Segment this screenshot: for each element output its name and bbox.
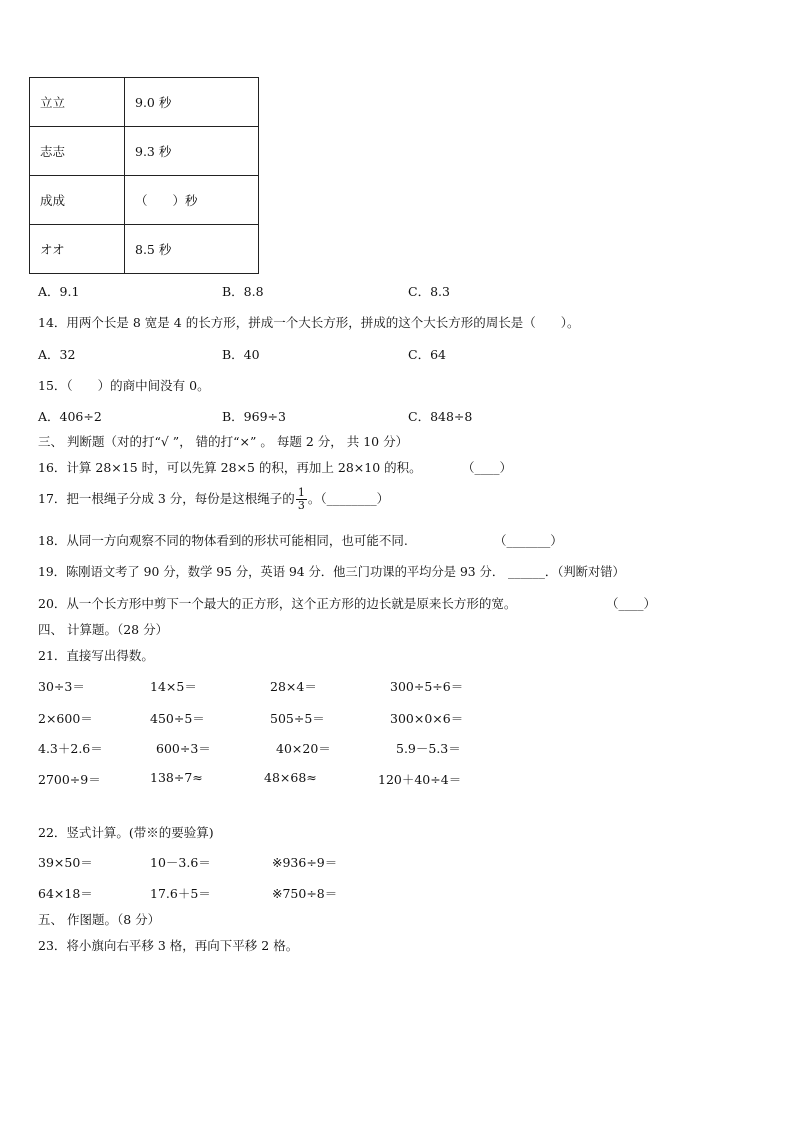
q15-text: 15．（ ）的商中间没有 0。 xyxy=(38,378,210,393)
q18-text: 18．从同一方向观察不同的物体看到的形状可能相同，也可能不同. xyxy=(38,533,408,548)
q20-blank: （____） xyxy=(606,596,657,611)
calc-item: 600÷3＝ xyxy=(156,741,211,756)
section-3-title: 三、 判断题（对的打“√ ”， 错的打“×” 。 每题 2 分， 共 10 分） xyxy=(38,434,409,449)
q15-option-a: A．406÷2 xyxy=(38,409,102,424)
q23-text: 23．将小旗向右平移 3 格，再向下平移 2 格。 xyxy=(38,938,299,953)
vertical-calc-item: 39×50＝ xyxy=(38,855,93,870)
q16-blank: （____） xyxy=(462,460,513,475)
q13-option-c: C．8.3 xyxy=(408,284,450,299)
q19-text: 19．陈刚语文考了 90 分，数学 95 分，英语 94 分．他三门功课的平均分是 93 分． ______．（判断对错） xyxy=(38,565,625,579)
calc-item: 300×0×6＝ xyxy=(390,711,464,726)
name-cell: 立立 xyxy=(30,78,125,127)
section-4-title: 四、 计算题。（28 分） xyxy=(38,622,169,637)
time-cell: 9.0 秒 xyxy=(125,78,259,127)
time-cell: （ ）秒 xyxy=(125,176,259,225)
calc-item: 4.3＋2.6＝ xyxy=(38,741,103,756)
q21-title: 21．直接写出得数。 xyxy=(38,648,154,663)
calc-item: 505÷5＝ xyxy=(270,711,325,726)
vertical-calc-item: ※750÷8＝ xyxy=(272,886,338,901)
fraction xyxy=(296,487,307,512)
q17-line xyxy=(38,487,389,512)
calc-item: 30÷3＝ xyxy=(38,679,85,694)
q22-title: 22．竖式计算。(带※的要验算) xyxy=(38,825,214,840)
q17-text: 17．把一根绳子分成 3 分，每份是这根绳子的 xyxy=(38,491,295,506)
calc-item: 48×68≈ xyxy=(264,770,317,785)
q13-option-a: A．9.1 xyxy=(38,284,80,299)
calc-item: 40×20＝ xyxy=(276,741,331,756)
q15-option-b: B．969÷3 xyxy=(222,409,286,424)
fraction-numerator: 1 xyxy=(297,486,305,499)
q18-blank: （_______） xyxy=(494,533,563,548)
name-cell: 成成 xyxy=(30,176,125,225)
q13-option-b: B．8.8 xyxy=(222,284,264,299)
calc-item: 120＋40÷4＝ xyxy=(378,772,462,787)
q20-text: 20．从一个长方形中剪下一个最大的正方形，这个正方形的边长就是原来长方形的宽。 xyxy=(38,596,517,611)
q16-text: 16．计算 28×15 时，可以先算 28×5 的积，再加上 28×10 的积。 xyxy=(38,460,422,475)
q14-option-c: C．64 xyxy=(408,347,446,362)
table-row xyxy=(30,225,259,274)
vertical-calc-item: ※936÷9＝ xyxy=(272,855,338,870)
q14-option-b: B．40 xyxy=(222,347,260,362)
vertical-calc-item: 17.6＋5＝ xyxy=(150,886,211,901)
calc-item: 28×4＝ xyxy=(270,679,317,694)
time-table xyxy=(29,77,259,274)
table-row xyxy=(30,176,259,225)
calc-item: 138÷7≈ xyxy=(150,770,203,785)
q17-blank: 。（________） xyxy=(307,491,390,506)
calc-item: 2×600＝ xyxy=(38,711,93,726)
table-row xyxy=(30,127,259,176)
vertical-calc-item: 64×18＝ xyxy=(38,886,93,901)
calc-item: 5.9－5.3＝ xyxy=(396,741,461,756)
calc-item: 14×5＝ xyxy=(150,679,197,694)
vertical-calc-item: 10－3.6＝ xyxy=(150,855,211,870)
calc-item: 300÷5÷6＝ xyxy=(390,679,464,694)
q14-option-a: A．32 xyxy=(38,347,76,362)
section-5-title: 五、 作图题。（8 分） xyxy=(38,912,161,927)
calc-item: 450÷5＝ xyxy=(150,711,205,726)
fraction-denominator: 3 xyxy=(297,499,305,512)
time-cell: 8.5 秒 xyxy=(125,225,259,274)
calc-item: 2700÷9＝ xyxy=(38,772,101,787)
time-cell: 9.3 秒 xyxy=(125,127,259,176)
table-row xyxy=(30,78,259,127)
q15-option-c: C．848÷8 xyxy=(408,409,473,424)
name-cell: オオ xyxy=(30,225,125,274)
name-cell: 志志 xyxy=(30,127,125,176)
q14-text: 14．用两个长是 8 宽是 4 的长方形，拼成一个大长方形，拼成的这个大长方形的周长是（ ）。 xyxy=(38,315,580,330)
